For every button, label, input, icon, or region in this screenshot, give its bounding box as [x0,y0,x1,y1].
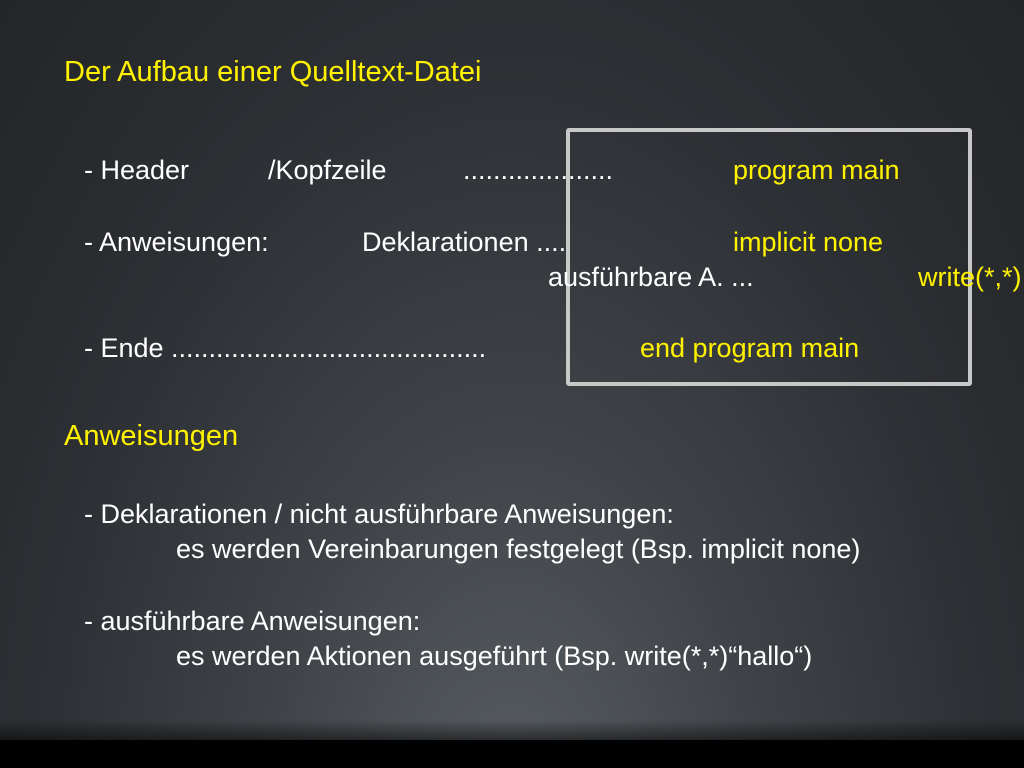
declarations-item-desc: es werden Vereinbarungen festgelegt (Bsp. implicit none) [176,534,861,564]
ende-code: end program main [640,333,860,363]
executable-label: ausführbare A. ... [548,262,754,292]
title-anweisungen: Anweisungen [64,420,239,452]
executable-item-label: - ausführbare Anweisungen: [84,606,421,636]
header-label: - Header [84,155,190,185]
anweisungen-label: - Anweisungen: [84,227,269,257]
executable-item-desc: es werden Aktionen ausgeführt (Bsp. write(*,*)“hallo“) [176,641,813,671]
bottom-shadow [0,720,1024,742]
bottom-bar [0,740,1024,768]
header-sublabel: /Kopfzeile [268,155,387,185]
declarations-code: implicit none [733,227,884,257]
declarations-label: Deklarationen .... [362,227,567,257]
ende-label: - Ende .......................................... [84,333,487,363]
header-code: program main [733,155,900,185]
header-dots: .................... [463,155,614,185]
title-source-file-structure: Der Aufbau einer Quelltext-Datei [64,56,482,88]
executable-code: write(*,*) [918,262,1022,292]
declarations-item-label: - Deklarationen / nicht ausführbare Anweisungen: [84,499,674,529]
